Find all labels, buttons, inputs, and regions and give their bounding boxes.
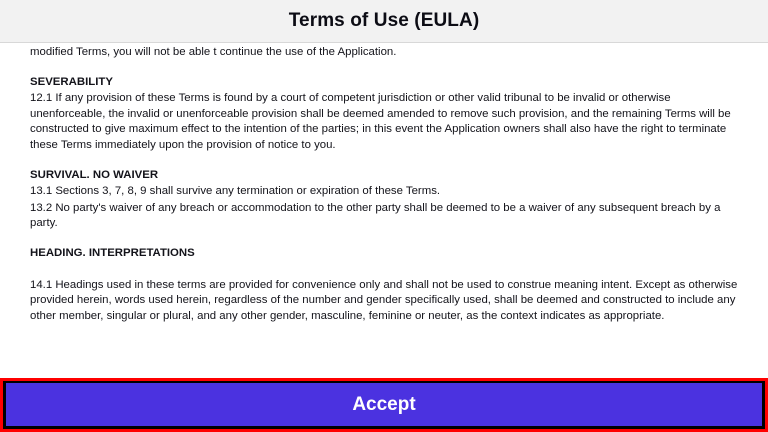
accept-button[interactable]: Accept [6,383,762,426]
section-heading-heading-interpretations: HEADING. INTERPRETATIONS [30,246,195,259]
eula-content[interactable] [0,43,768,432]
section-paragraph-14-1: 14.1 Headings used in these terms are provided for convenience only and shall not be used to construe meaning intent. Except as otherwise provided herein, words used herein, regardless of the number and gender specifically used, shall be deemed and constructed to include any other member, singular or plural, and any other gender, masculine, feminine or neuter, as the context indicates as appropriate. [30,278,738,322]
section-paragraph-12-1: 12.1 If any provision of these Terms is found by a court of competent jurisdiction or other valid tribunal to be invalid or otherwise unenforceable, the invalid or unenforceable provision shall be deemed amended to remove such provision, and the remaining Terms will be constructed to give maximum effect to the intention of the parties; in this event the Application owners shall also have the right to terminate these Terms immediately upon the provision of notice to you. [30,92,731,151]
page-title: Terms of Use (EULA) [288,10,480,31]
section-paragraph-13-2: 13.2 No party's waiver of any breach or accommodation to the other party shall be deemed to be a waiver of any subsequent breach by a party. [30,201,721,230]
accept-highlight-box [0,378,768,432]
section-paragraph-13-1: 13.1 Sections 3, 7, 8, 9 shall survive any termination or expiration of these Terms. [30,185,441,198]
eula-document [30,45,738,324]
section-heading-severability: SEVERABILITY [30,75,113,88]
partial-paragraph: modified Terms, you will not be able t continue the use of the Application. [30,46,397,58]
section-heading-survival: SURVIVAL. NO WAIVER [30,168,159,181]
title-bar [0,0,768,43]
